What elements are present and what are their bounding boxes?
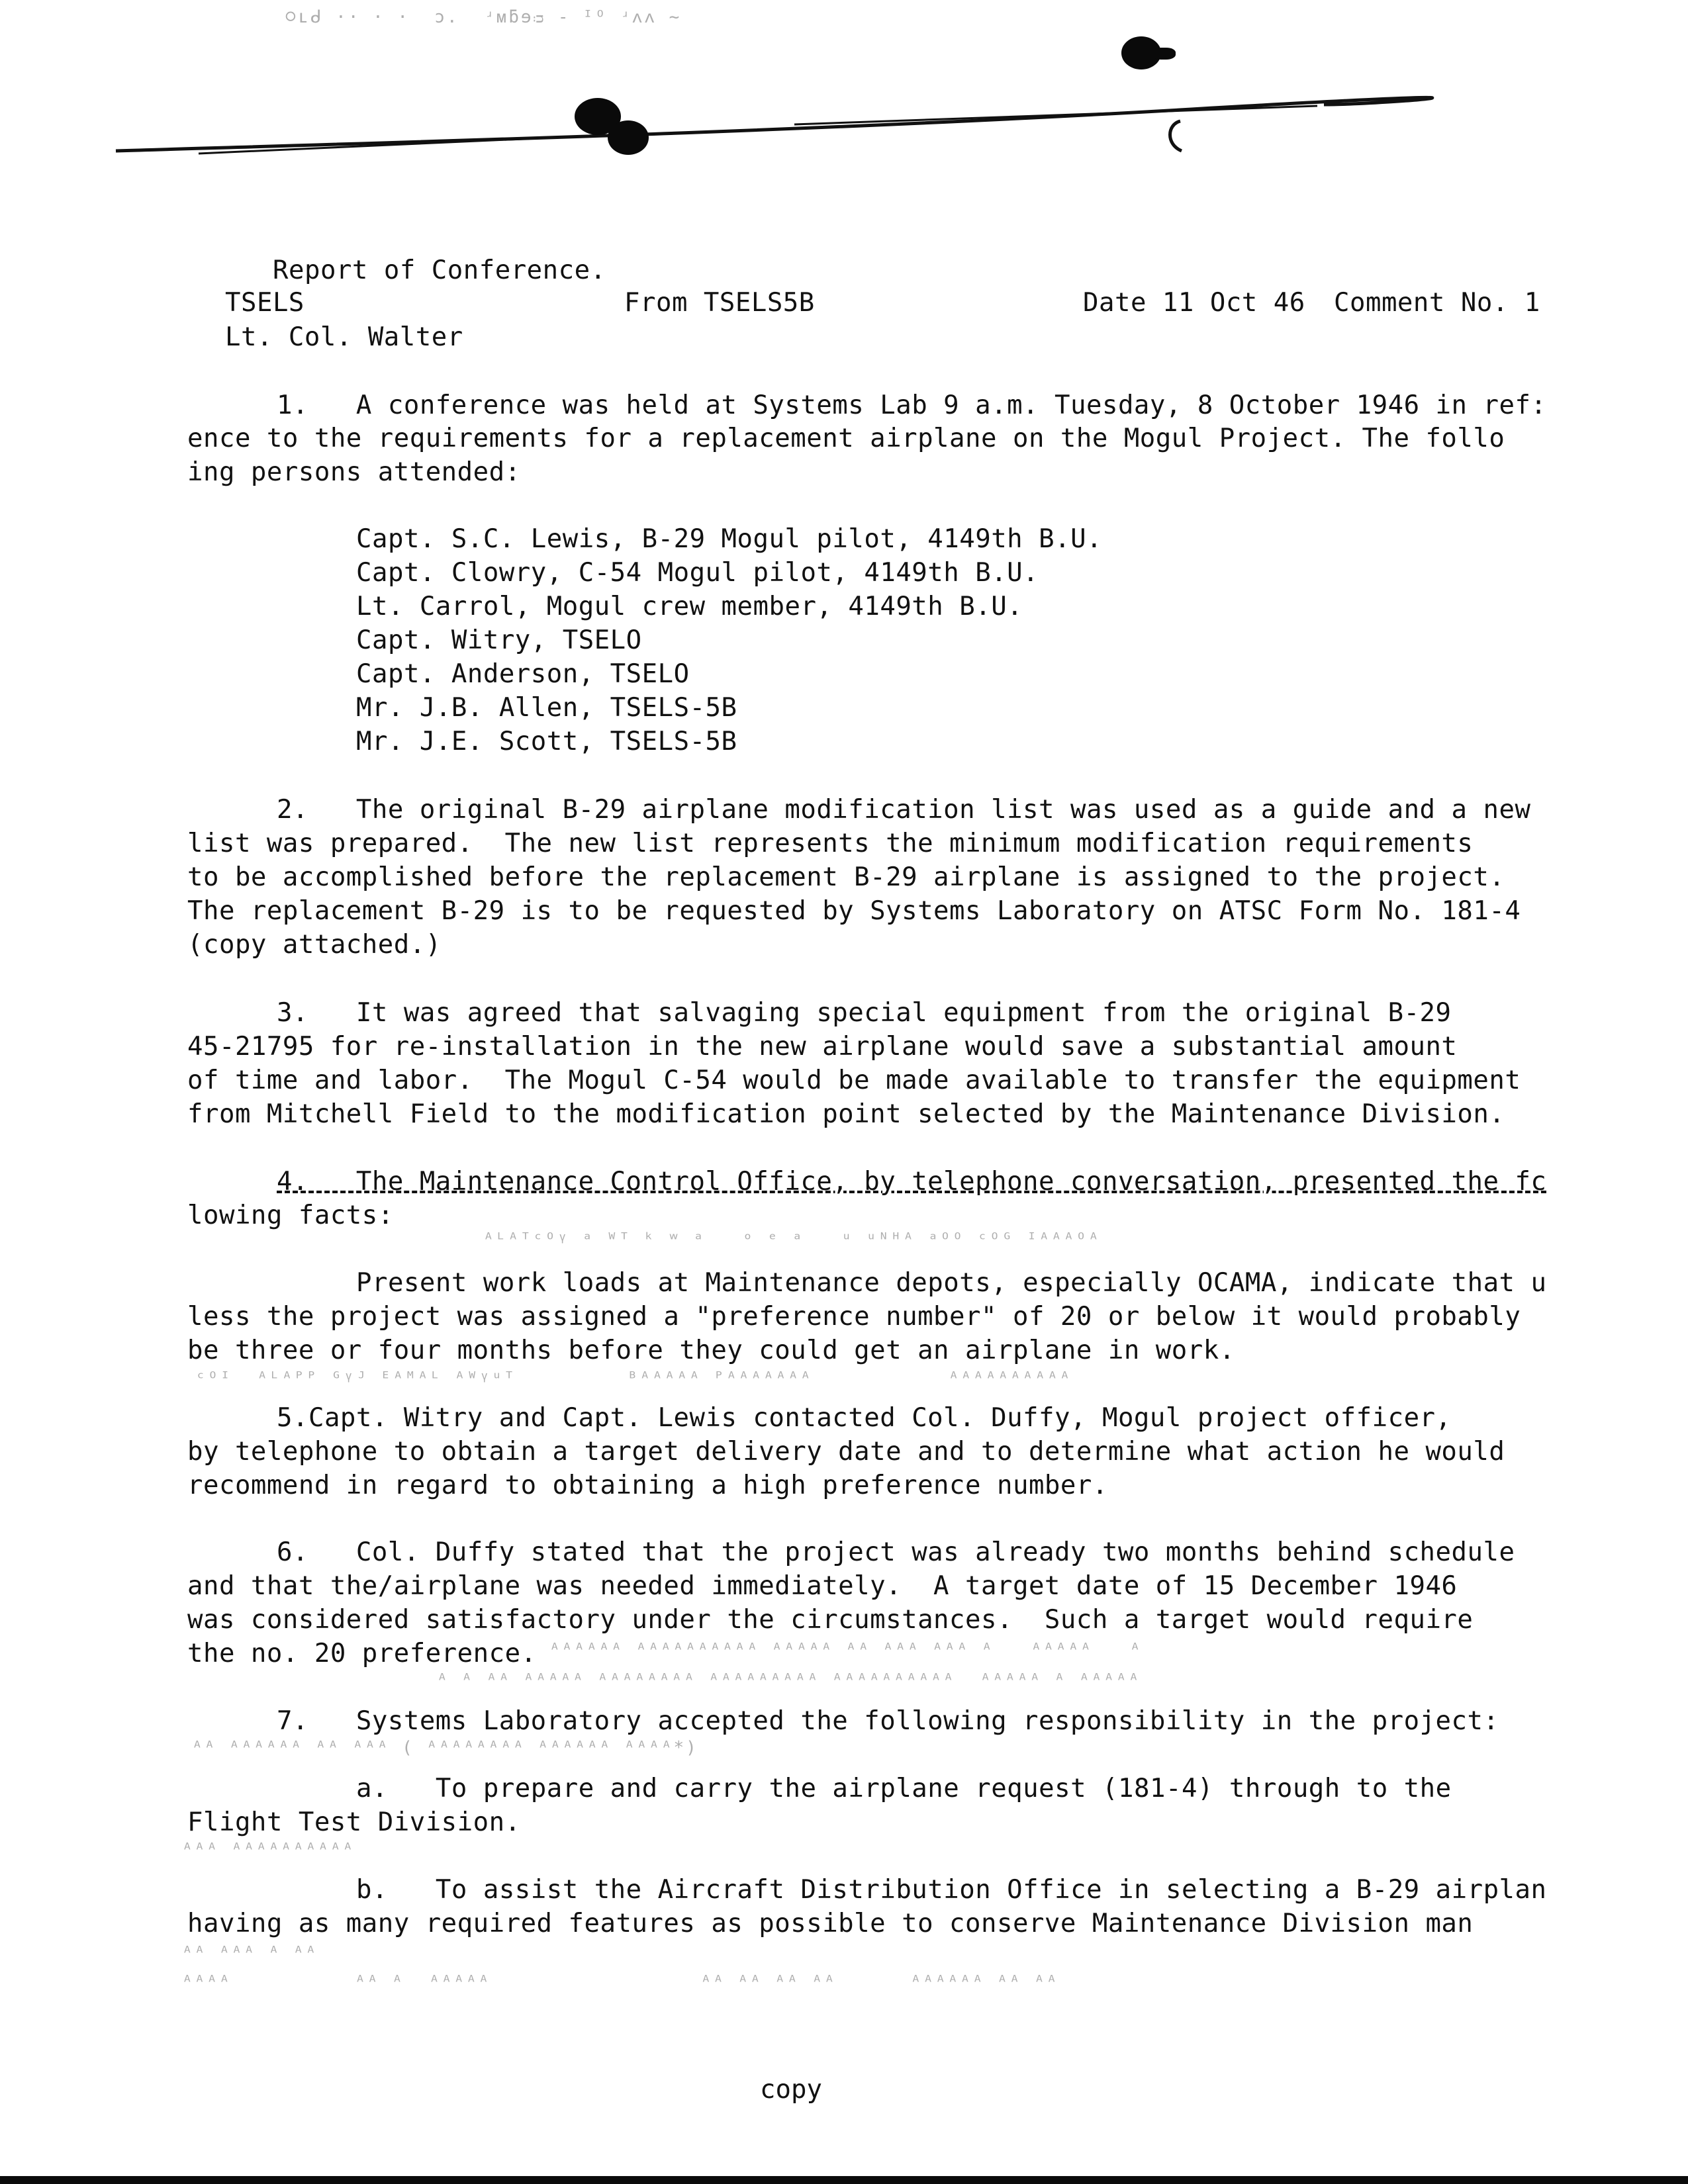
paragraph-line: Flight Test Division. [187,1807,521,1837]
bleed-through-line: ᴬᴸᴬᵀᶜᴼᵞ ᵃ ᵂᵀ ᵏ ʷ ᵃ ᵒ ᵉ ᵃ ᵘ ᵘᴺᴴᴬ ᵃᴼᴼ ᶜᴼᴳ ᴵᴬᴬᴬᴼᴬ [483,1230,1101,1250]
paragraph-line: having as many required features as possible to conserve Maintenance Division man [187,1909,1474,1938]
copy-footer: copy [760,2075,822,2105]
paragraph-line: 7. Systems Laboratory accepted the following responsibility in the project: [277,1706,1499,1736]
paragraph-line: 5.Capt. Witry and Capt. Lewis contacted Col. Duffy, Mogul project officer, [277,1403,1452,1433]
bleed-through-line: ᴬᴬᴬ ᴬᴬᴬᴬᴬᴬᴬᴬᴬᴬ [182,1840,355,1860]
paragraph-line: 4. The Maintenance Control Office, by telephone conversation, presented the fc [277,1167,1547,1197]
list-item: Lt. Carrol, Mogul crew member, 4149th B.U. [356,592,1023,621]
bleed-through-line: ᴬᴬᴬᴬᴬᴬ ᴬᴬᴬᴬᴬᴬᴬᴬᴬᴬ ᴬᴬᴬᴬᴬ ᴬᴬ ᴬᴬᴬ ᴬᴬᴬ ᴬ ᴬᴬᴬᴬᴬ ᴬ [549,1640,1143,1660]
memo-date: Date 11 Oct 46 [1083,288,1305,318]
list-item: Mr. J.E. Scott, TSELS-5B [356,727,737,756]
paragraph-line: Present work loads at Maintenance depots, especially OCAMA, indicate that u [356,1268,1547,1298]
bleed-through-line: ᴬᴬ ᴬᴬᴬᴬᴬᴬ ᴬᴬ ᴬᴬᴬ ( ᴬᴬᴬᴬᴬᴬᴬᴬ ᴬᴬᴬᴬᴬᴬ ᴬᴬᴬᴬ*) [192,1738,698,1758]
bleed-through-top: ᳃ʟᑯ ·· · · ɔ. ʴᴍƃɘᴞ ‐ ᴵᴼ ʴᴧᴧ ~ [285,7,682,27]
paragraph-line: ence to the requirements for a replacement airplane on the Mogul Project. The follo [187,424,1505,453]
list-item: Capt. Clowry, C-54 Mogul pilot, 4149th B.U. [356,558,1039,588]
paragraph-line: (copy attached.) [187,930,442,960]
list-item: Capt. S.C. Lewis, B-29 Mogul pilot, 4149th B.U. [356,524,1103,554]
paragraph-line: 3. It was agreed that salvaging special equipment from the original B-29 [277,998,1452,1028]
paragraph-line: ing persons attended: [187,457,521,487]
list-item: Mr. J.B. Allen, TSELS-5B [356,693,737,723]
paragraph-line: and that the/airplane was needed immediately. A target date of 15 December 1946 [187,1571,1458,1601]
bleed-through-line: ᴬᴬ ᴬᴬᴬ ᴬ ᴬᴬ [182,1943,318,1963]
paragraph-line: list was prepared. The new list represents the minimum modification requirements [187,829,1474,858]
paragraph-line: 45-21795 for re-installation in the new airplane would save a substantial amount [187,1032,1458,1062]
paragraph-line: to be accomplished before the replacement B-29 airplane is assigned to the project. [187,862,1505,892]
paragraph-line: from Mitchell Field to the modification point selected by the Maintenance Division. [187,1099,1505,1129]
bleed-through-line: ᴬ ᴬ ᴬᴬ ᴬᴬᴬᴬᴬ ᴬᴬᴬᴬᴬᴬᴬᴬ ᴬᴬᴬᴬᴬᴬᴬᴬᴬ ᴬᴬᴬᴬᴬᴬᴬᴬᴬᴬ ᴬᴬᴬᴬᴬ ᴬ ᴬᴬᴬᴬᴬ [437,1670,1141,1690]
paragraph-line: 1. A conference was held at Systems Lab 9 a.m. Tuesday, 8 October 1946 in ref: [277,390,1547,420]
bleed-through-line: ᴬᴬᴬᴬ ᴬᴬ ᴬ ᴬᴬᴬᴬᴬ ᴬᴬ ᴬᴬ ᴬᴬ ᴬᴬ ᴬᴬᴬᴬᴬᴬ ᴬᴬ ᴬᴬ [182,1972,1059,1992]
bleed-through-line: ᶜᴼᴵ ᴬᴸᴬᴾᴾ ᴳᵞᴶ ᴱᴬᴹᴬᴸ ᴬᵂᵞᵘᵀ ᴮᴬᴬᴬᴬᴬ ᴾᴬᴬᴬᴬᴬᴬᴬ ᴬᴬᴬᴬᴬᴬᴬᴬᴬᴬ [195,1369,1072,1388]
report-title: Report of Conference. [273,255,606,285]
paragraph-line: 6. Col. Duffy stated that the project was already two months behind schedule [277,1537,1515,1567]
from-office: From TSELS5B [624,288,815,318]
scan-edge [0,2176,1688,2184]
paragraph-line: be three or four months before they could get an airplane in work. [187,1336,1235,1365]
to-office: TSELS [225,288,305,318]
paragraph-line: a. To prepare and carry the airplane request (181-4) through to the [356,1774,1452,1803]
paragraph-line: 2. The original B-29 airplane modification list was used as a guide and a new [277,795,1531,825]
paragraph-line: the no. 20 preference. [187,1639,537,1668]
punch-hole-left-lower [608,120,649,155]
comment-number: Comment No. 1 [1334,288,1540,318]
paragraph-line: recommend in regard to obtaining a high preference number. [187,1471,1108,1500]
header-rule [0,0,1688,172]
list-item: Capt. Witry, TSELO [356,625,642,655]
paragraph-line: of time and labor. The Mogul C-54 would be made available to transfer the equipment [187,1066,1521,1095]
paragraph-line: by telephone to obtain a target delivery date and to determine what action he would [187,1437,1505,1467]
list-item: Capt. Anderson, TSELO [356,659,690,689]
paragraph-line: was considered satisfactory under the circumstances. Such a target would require [187,1605,1474,1635]
punch-hole-right-tail [1152,48,1176,60]
attention-line: Lt. Col. Walter [225,322,463,352]
paragraph-line: less the project was assigned a "preference number" of 20 or below it would probably [187,1302,1521,1332]
paragraph-line: The replacement B-29 is to be requested by Systems Laboratory on ATSC Form No. 181-4 [187,896,1521,926]
paragraph-line: lowing facts: [187,1201,394,1230]
crescent-mark [1162,118,1188,154]
paragraph-line: b. To assist the Aircraft Distribution Office in selecting a B-29 airplan [356,1875,1547,1905]
